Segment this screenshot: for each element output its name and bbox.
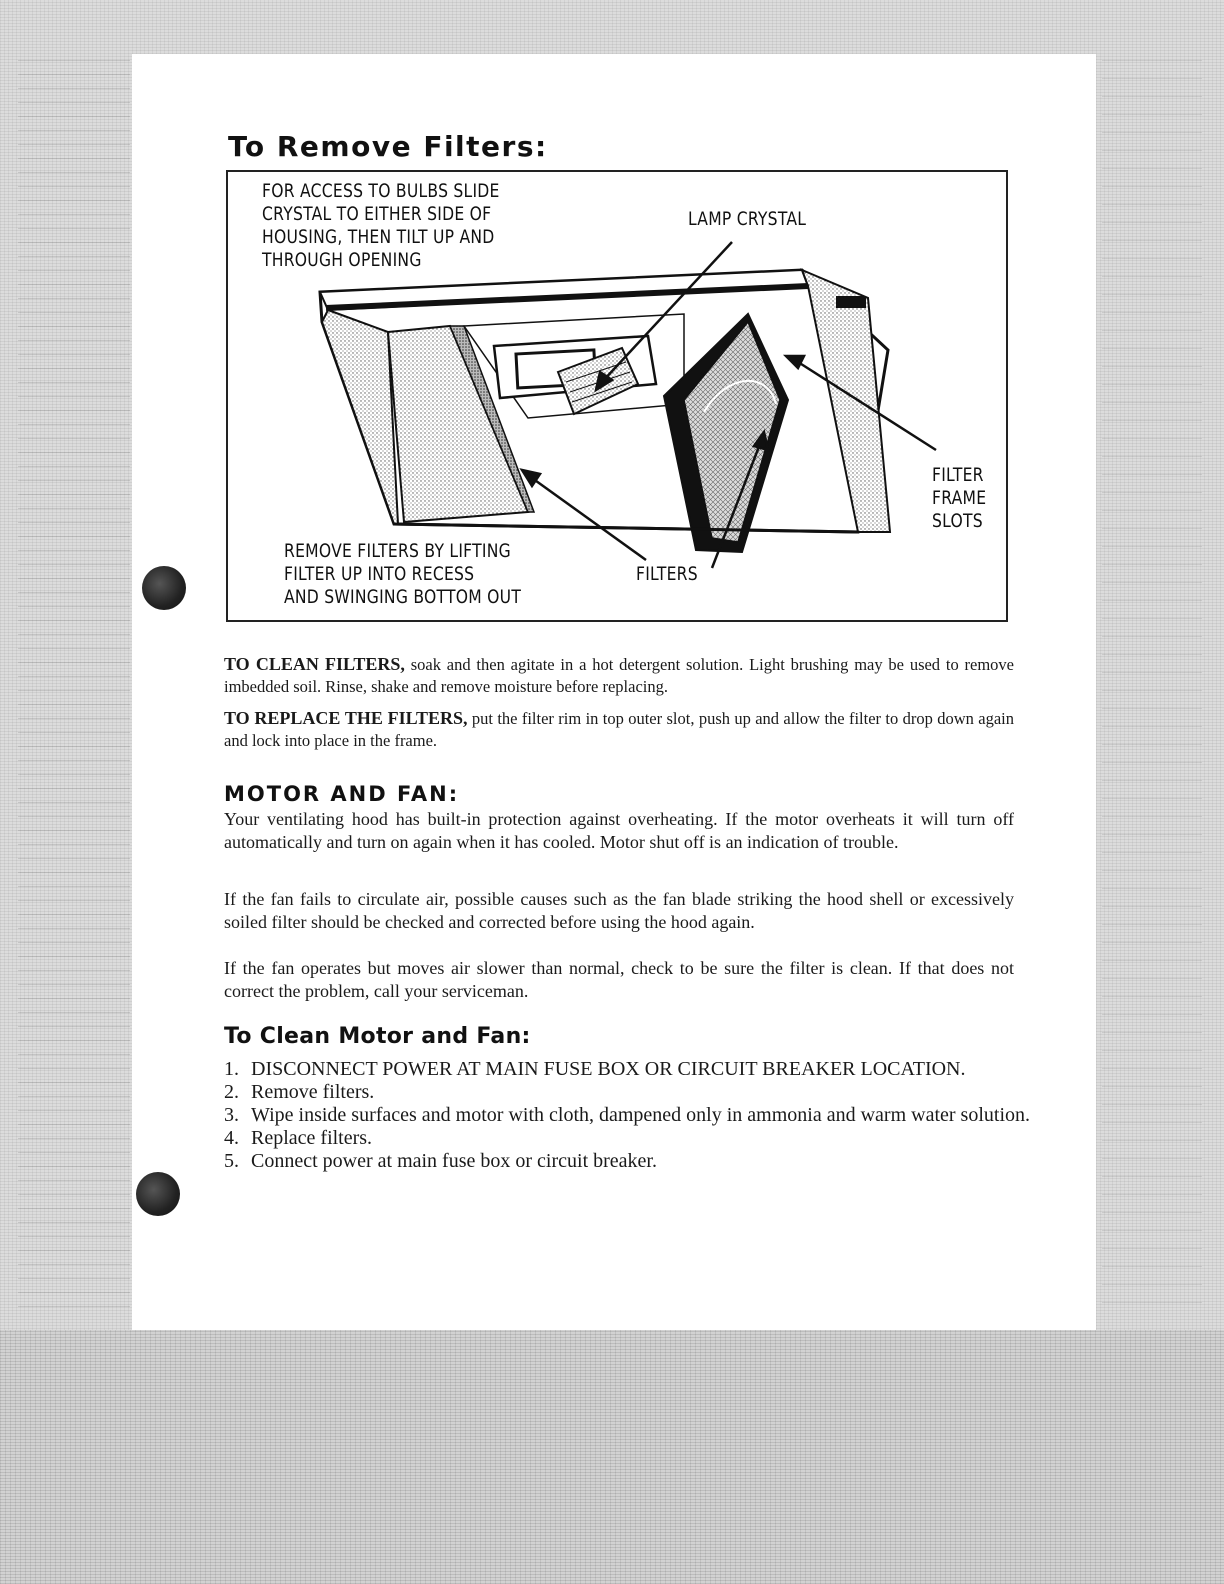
clean-filters-paragraph [224,653,1014,698]
step-text: Remove filters. [251,1081,375,1103]
step-number: 1. [224,1058,239,1080]
step-number: 3. [224,1104,239,1126]
step-item [224,1081,1044,1104]
step-item [224,1058,1044,1081]
right-margin-bleed-through [1102,60,1202,1310]
clean-filters-text: soak and then agitate in a hot detergent solution. Light brushing may be used to remove imbedded soil. Rinse, shake and remove moisture before replacing. [224,655,1014,696]
motor-paragraph-slow-air: If the fan operates but moves air slower than normal, check to be sure the filter is clean. If that does not correct the problem, call your serviceman. [224,958,1014,1001]
step-text: Wipe inside surfaces and motor with cloth, dampened only in ammonia and warm water solution. [251,1104,1031,1126]
motor-paragraph-circulation: If the fan fails to circulate air, possible causes such as the fan blade striking the hood shell or excessively soiled filter should be checked and corrected before using the hood again. [224,889,1014,932]
step-number: 5. [224,1150,239,1172]
step-text: Connect power at main fuse box or circuit breaker. [251,1150,657,1172]
step-item [224,1104,1044,1127]
replace-filters-lead: TO REPLACE THE FILTERS, [224,708,468,728]
filter-frame-slots-label: FILTER FRAME SLOTS [932,464,987,532]
step-item [224,1150,1044,1173]
remove-filters-caption: REMOVE FILTERS BY LIFTING FILTER UP INTO RECESS AND SWINGING BOTTOM OUT [284,540,522,608]
clean-motor-heading: To Clean Motor and Fan: [224,1024,531,1049]
lamp-crystal-label: LAMP CRYSTAL [688,208,807,230]
step-number: 2. [224,1081,239,1103]
binder-hole-icon [142,566,186,610]
step-text: DISCONNECT POWER AT MAIN FUSE BOX OR CIRCUIT BREAKER LOCATION. [251,1058,966,1080]
replace-filters-paragraph [224,707,1014,752]
bulb-access-caption: FOR ACCESS TO BULBS SLIDE CRYSTAL TO EITHER SIDE OF HOUSING, THEN TILT UP AND THROUGH OPENING [262,180,500,271]
bottom-scan-band [0,1330,1224,1584]
binder-hole-icon [136,1172,180,1216]
remove-filters-heading: To Remove Filters: [228,130,548,163]
clean-filters-lead: TO CLEAN FILTERS, [224,654,405,674]
step-item [224,1127,1044,1150]
motor-and-fan-heading: MOTOR AND FAN: [224,782,460,806]
replace-filters-text: put the filter rim in top outer slot, push up and allow the filter to drop down again and lock into place in the frame. [224,709,1015,750]
motor-paragraph-overheat: Your ventilating hood has built-in protection against overheating. If the motor overheats it will turn off automatically and turn on again when it has cooled. Motor shut off is an indication of trouble. [224,809,1014,852]
left-margin-bleed-through [18,60,130,1310]
step-number: 4. [224,1127,239,1149]
clean-motor-steps [224,1058,1044,1173]
step-text: Replace filters. [251,1127,373,1149]
hood-diagram [226,170,1008,622]
filters-label: FILTERS [636,563,698,585]
